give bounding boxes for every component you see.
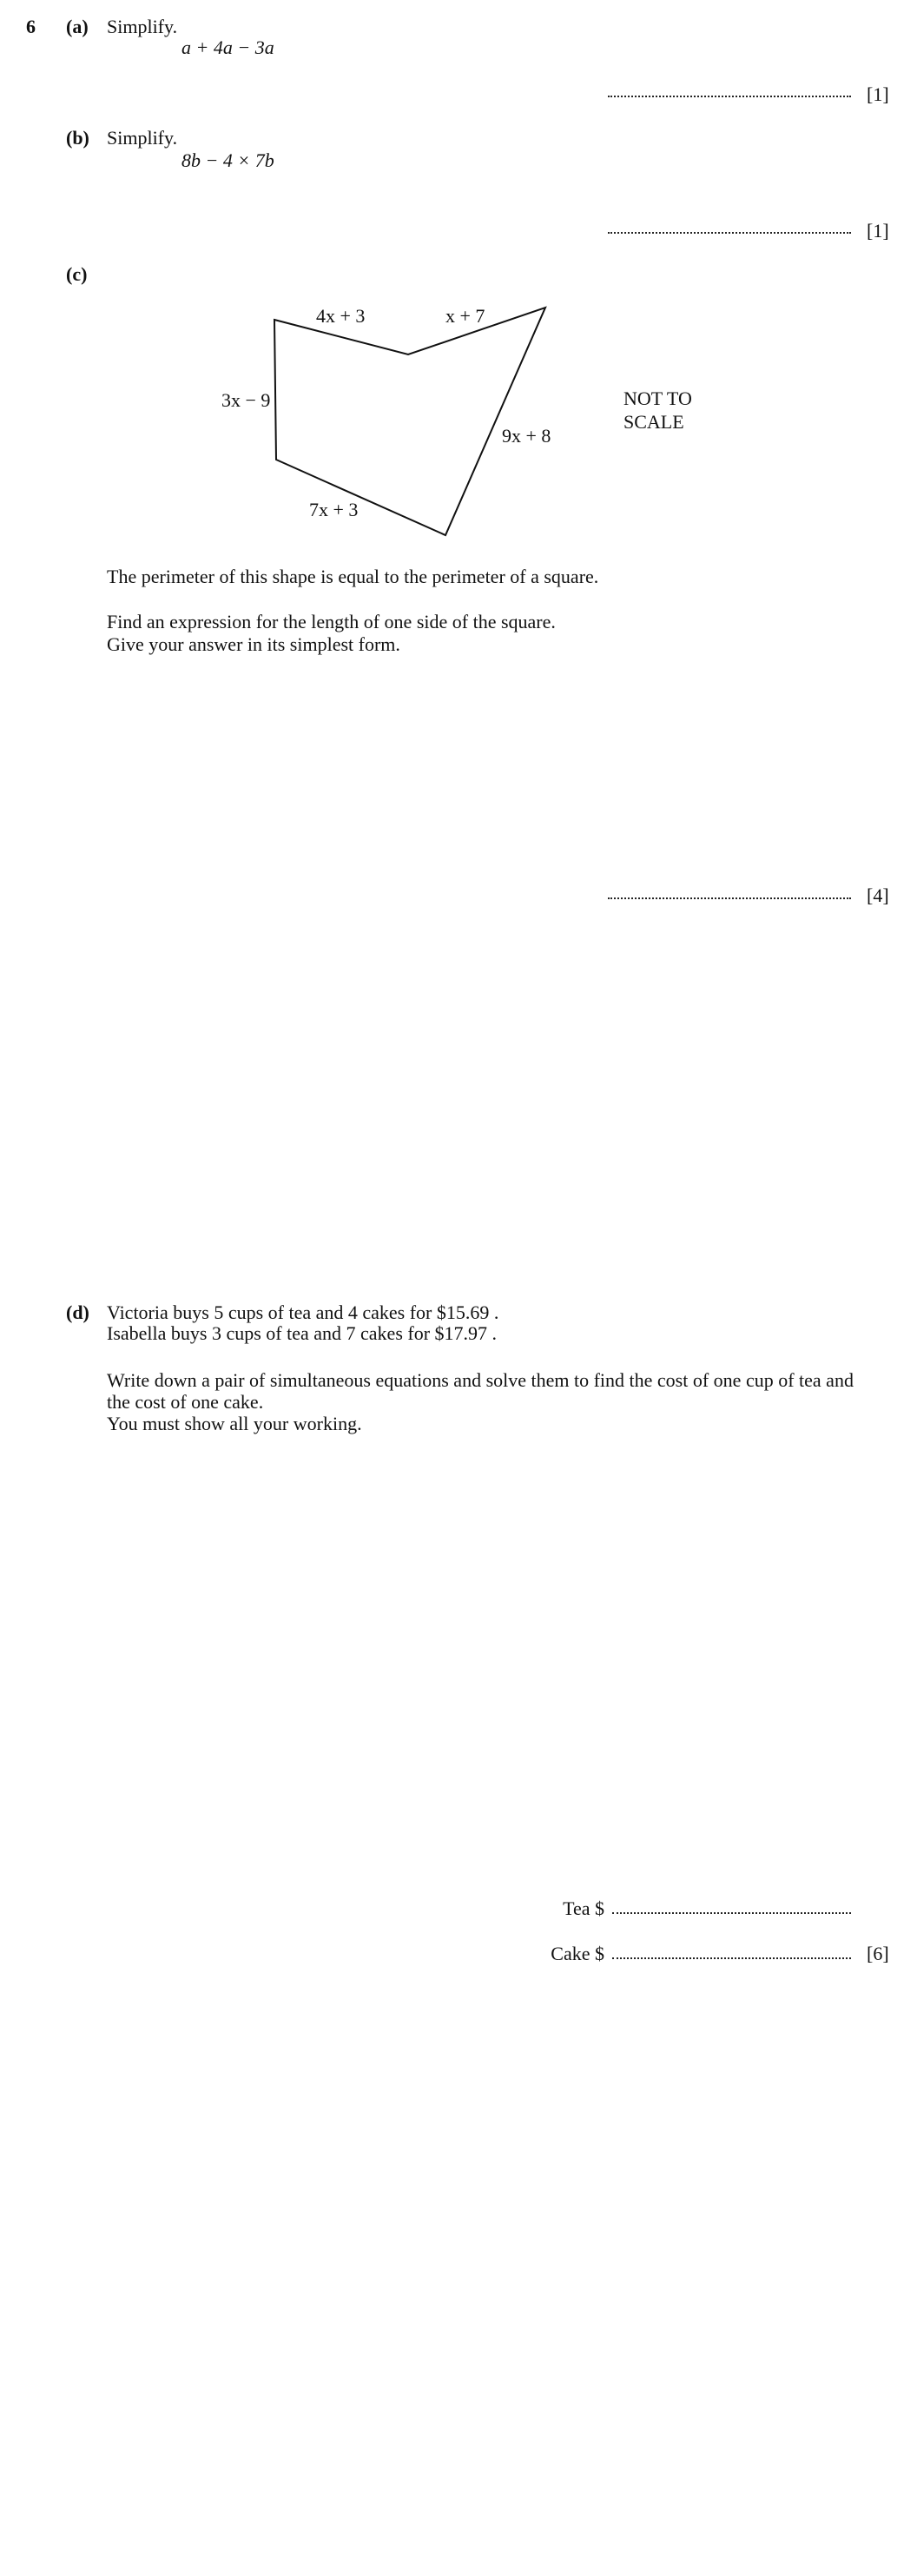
- answer-line-cake[interactable]: [612, 1957, 851, 1959]
- part-d-line5: You must show all your working.: [107, 1413, 362, 1434]
- part-c-text3: Give your answer in its simplest form.: [107, 633, 400, 655]
- not-to-scale-line2: SCALE: [623, 411, 684, 433]
- part-a-expression: a + 4a − 3a: [181, 36, 274, 58]
- label-bottom: 7x + 3: [309, 499, 359, 520]
- label-top-left: 4x + 3: [316, 305, 366, 327]
- question-number: 6: [26, 16, 36, 37]
- part-c-label: (c): [66, 263, 88, 285]
- not-to-scale-line1: NOT TO: [623, 387, 692, 409]
- marks-d: [6]: [867, 1943, 889, 1964]
- label-top-right: x + 7: [445, 305, 485, 327]
- cake-label: Cake $: [551, 1943, 604, 1964]
- part-d-line3: Write down a pair of simultaneous equations and solve them to find the cost of one cup of tea and: [107, 1369, 854, 1391]
- part-b-instruction: Simplify.: [107, 127, 178, 149]
- part-d-line1: Victoria buys 5 cups of tea and 4 cakes for $15.69 .: [107, 1301, 499, 1323]
- part-b-expression: 8b − 4 × 7b: [181, 149, 274, 171]
- part-c-text1: The perimeter of this shape is equal to the perimeter of a square.: [107, 566, 599, 587]
- label-right: 9x + 8: [502, 425, 551, 447]
- part-a-label: (a): [66, 16, 89, 37]
- marks-b: [1]: [867, 220, 889, 242]
- part-a-instruction: Simplify.: [107, 16, 178, 37]
- part-d-line2: Isabella buys 3 cups of tea and 7 cakes for $17.97 .: [107, 1322, 498, 1344]
- part-d-label: (d): [66, 1301, 89, 1323]
- answer-line-tea[interactable]: [612, 1912, 851, 1914]
- part-b-label: (b): [66, 127, 89, 149]
- marks-c: [4]: [867, 884, 889, 906]
- marks-a: [1]: [867, 83, 889, 105]
- tea-label: Tea $: [563, 1897, 604, 1919]
- label-left: 3x − 9: [221, 389, 271, 411]
- part-c-text2: Find an expression for the length of one side of the square.: [107, 611, 556, 632]
- pentagon-diagram: [0, 0, 917, 608]
- answer-line-c[interactable]: [608, 897, 851, 899]
- part-d-line4: the cost of one cake.: [107, 1391, 264, 1413]
